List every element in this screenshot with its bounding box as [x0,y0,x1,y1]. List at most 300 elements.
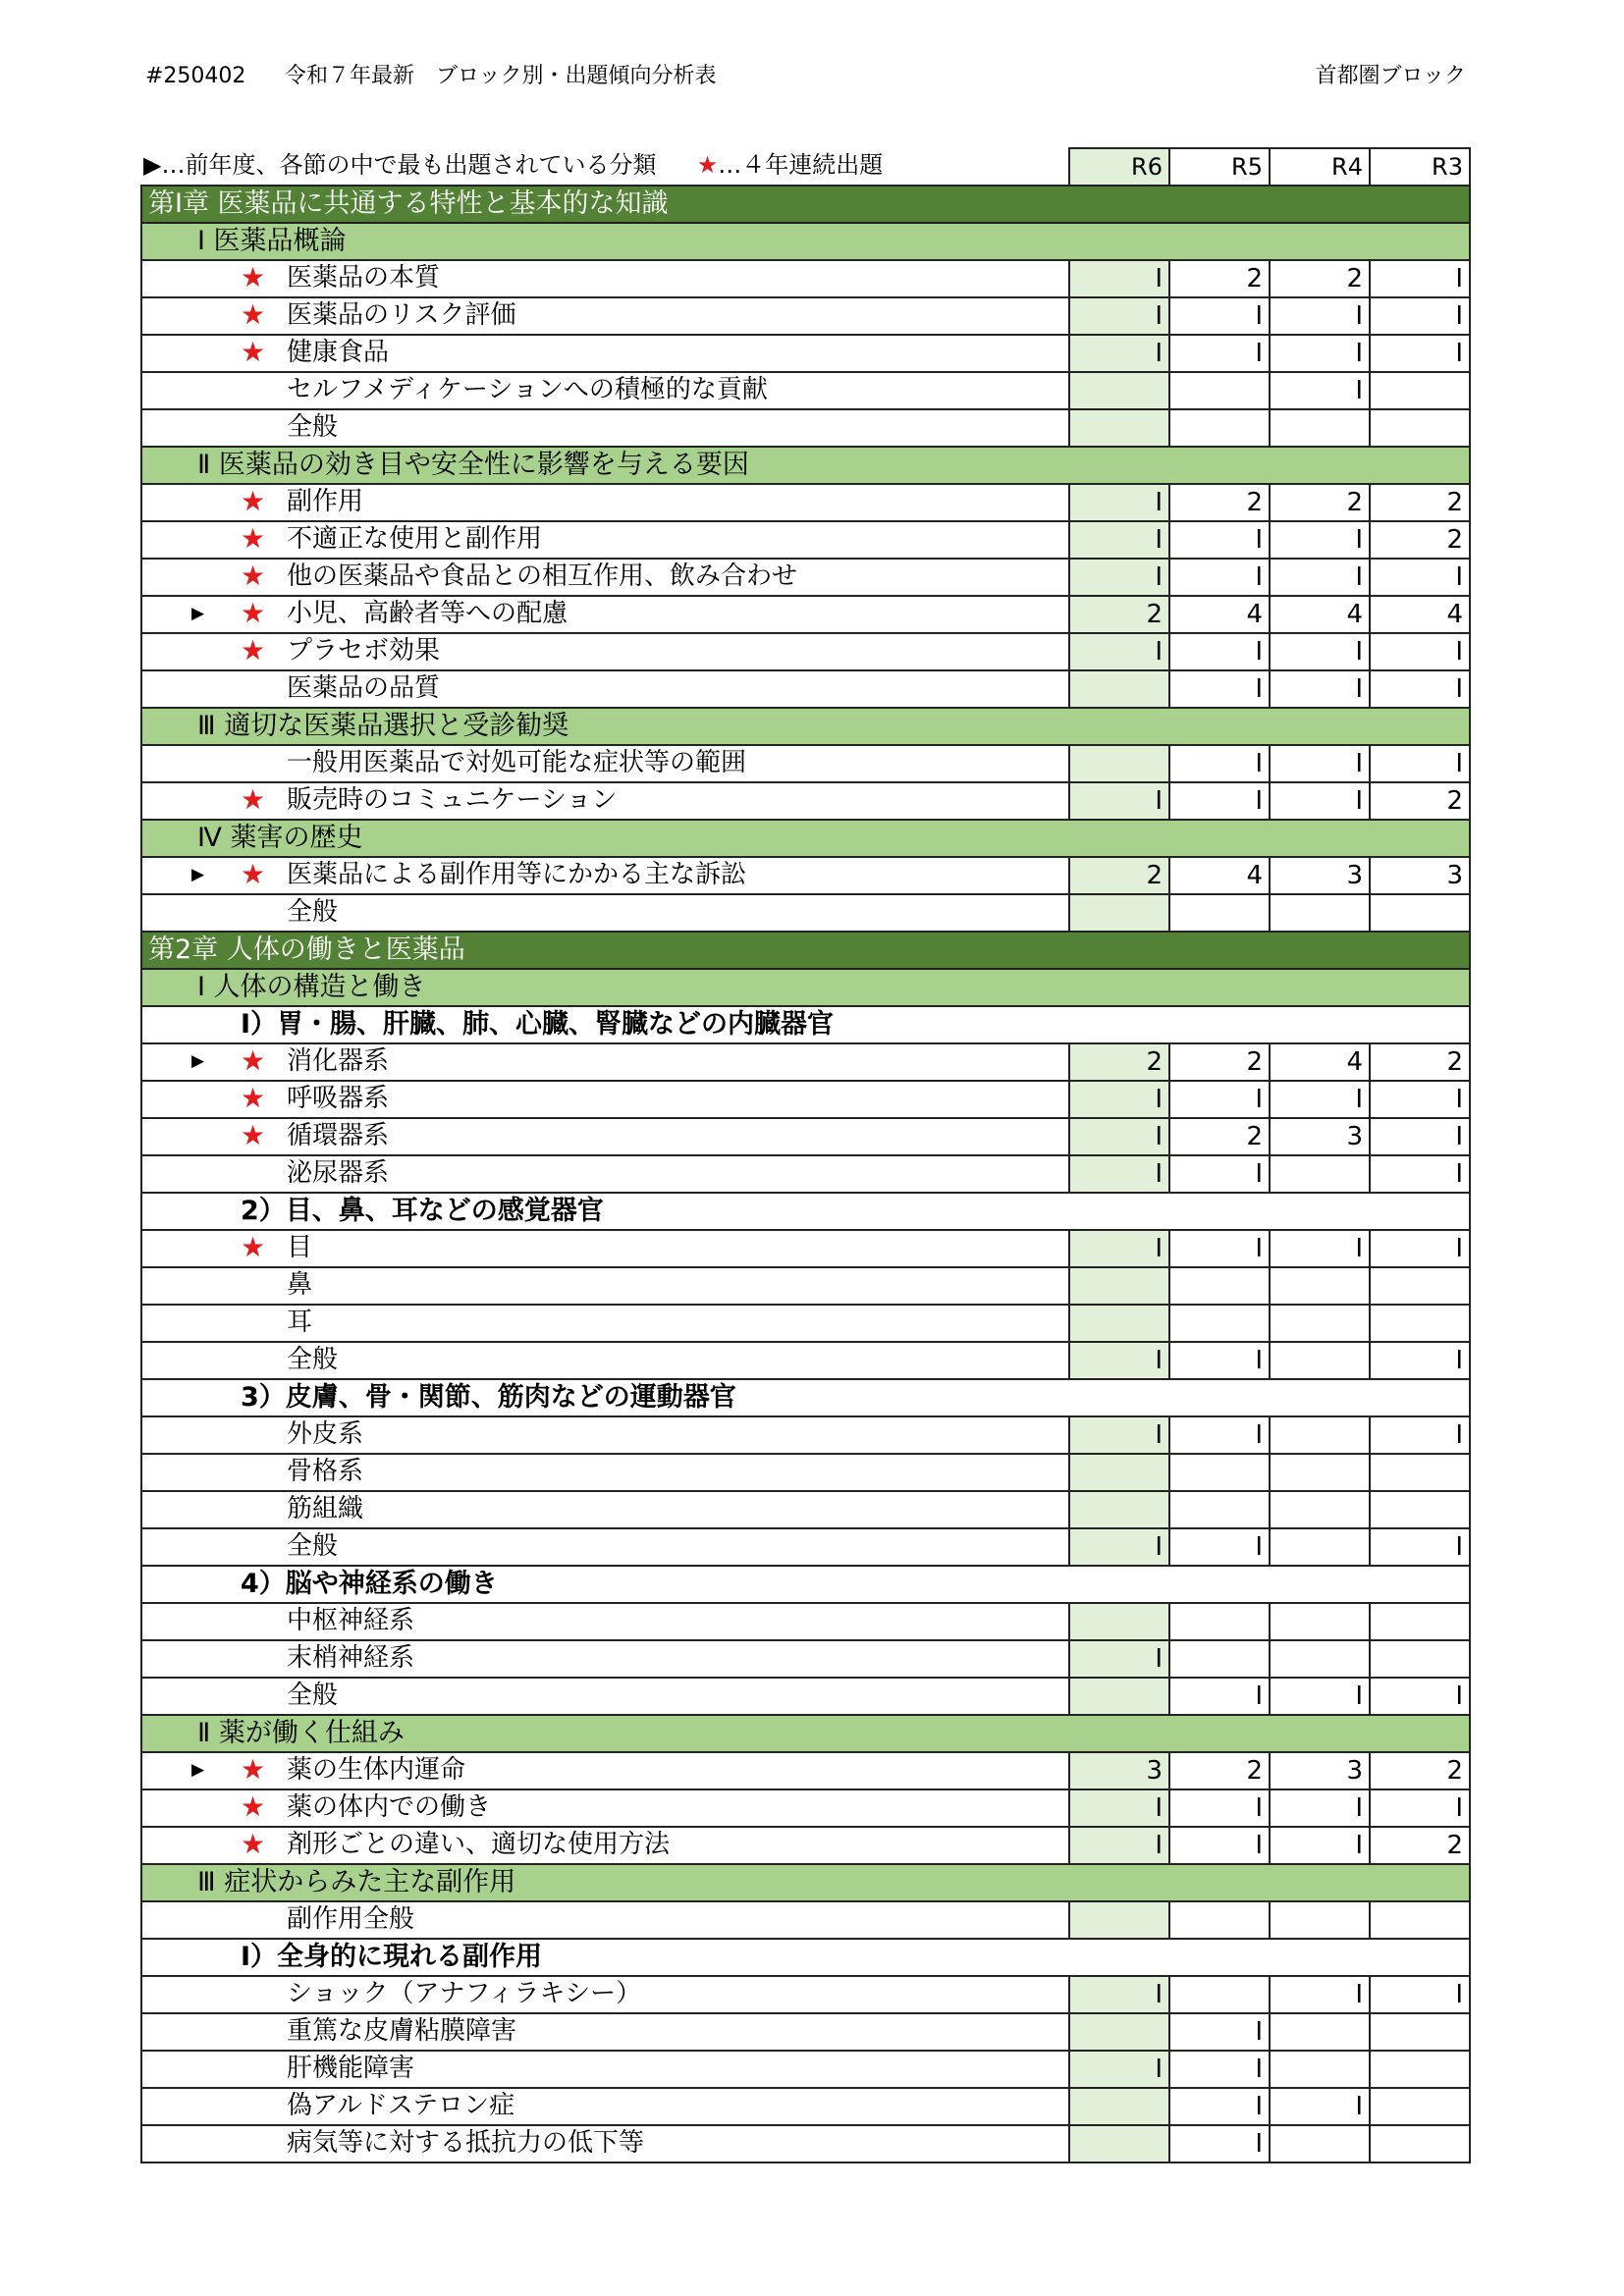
section-row [141,223,1470,260]
red-star-icon: ★ [241,298,266,331]
value-cell-r3: 3 [1370,857,1470,894]
document-title: 令和７年最新 ブロック別・出題傾向分析表 [285,64,717,88]
section-row [141,820,1470,857]
column-header-r4: R4 [1270,148,1370,186]
table-row [141,1678,1470,1715]
item-label-cell [141,745,1069,782]
table-row [141,1640,1470,1678]
item-label: 骨格系 [287,1457,364,1486]
value-cell-r4: 3 [1270,857,1370,894]
value-cell-r4: Ⅰ [1270,1230,1370,1267]
value-cell-r4: Ⅰ [1270,521,1370,559]
red-star-icon: ★ [241,858,266,890]
value-cell-r6: Ⅰ [1069,260,1169,297]
sub-title: 4）脳や神経系の働き [141,1566,1470,1603]
value-cell-r6 [1069,670,1169,708]
value-cell-r6: 3 [1069,1752,1169,1789]
value-cell-r6: Ⅰ [1069,782,1169,820]
value-cell-r3: Ⅰ [1370,745,1470,782]
value-cell-r5 [1169,1901,1270,1939]
analysis-table [140,147,1471,2163]
value-cell-r3: 2 [1370,1827,1470,1864]
table-row [141,2125,1470,2163]
value-cell-r3: Ⅰ [1370,335,1470,372]
value-cell-r5 [1169,1491,1270,1528]
item-label-cell [141,1491,1069,1528]
item-label-cell [141,484,1069,521]
value-cell-r6 [1069,2125,1169,2163]
value-cell-r3: Ⅰ [1370,1230,1470,1267]
value-cell-r4 [1270,1267,1370,1305]
value-cell-r3: 4 [1370,596,1470,633]
section-row [141,447,1470,484]
value-cell-r4: 3 [1270,1752,1370,1789]
value-cell-r6: 2 [1069,857,1169,894]
value-cell-r6: Ⅰ [1069,1230,1169,1267]
item-label-cell [141,1789,1069,1827]
value-cell-r3 [1370,2125,1470,2163]
item-label: 肝機能障害 [287,2054,415,2083]
item-label: ショック（アナフィラキシー） [287,1979,642,2008]
section-row [141,969,1470,1006]
table-row [141,1043,1470,1081]
value-cell-r3: Ⅰ [1370,1789,1470,1827]
value-cell-r4 [1270,1901,1370,1939]
value-cell-r4 [1270,2013,1370,2051]
item-label-cell [141,1342,1069,1379]
value-cell-r3: 2 [1370,1752,1470,1789]
item-label: 薬の体内での働き [287,1792,492,1822]
value-cell-r4: 4 [1270,1043,1370,1081]
legend-star-icon: ★ [696,151,719,179]
item-label: 他の医薬品や食品との相互作用、飲み合わせ [287,561,798,591]
table-row [141,2051,1470,2088]
value-cell-r6 [1069,1305,1169,1342]
value-cell-r6 [1069,1267,1169,1305]
item-label: 全般 [287,1531,339,1561]
value-cell-r3 [1370,409,1470,447]
item-label-cell [141,1043,1069,1081]
document-code: #250402 [145,64,246,88]
table-row [141,372,1470,409]
value-cell-r6 [1069,894,1169,932]
item-label-cell [141,633,1069,670]
value-cell-r3: Ⅰ [1370,633,1470,670]
column-header-r3: R3 [1370,148,1470,186]
item-label-cell [141,2125,1069,2163]
value-cell-r6 [1069,1454,1169,1491]
item-label: 剤形ごとの違い、適切な使用方法 [287,1830,671,1859]
value-cell-r6 [1069,2013,1169,2051]
value-cell-r4 [1270,2051,1370,2088]
sub-title: 3）皮膚、骨・関節、筋肉などの運動器官 [141,1379,1470,1416]
value-cell-r4: Ⅰ [1270,1678,1370,1715]
value-cell-r5 [1169,409,1270,447]
value-cell-r4 [1270,1342,1370,1379]
value-cell-r3 [1370,1603,1470,1640]
item-label-cell [141,1155,1069,1193]
value-cell-r5: Ⅰ [1169,559,1270,596]
red-star-icon: ★ [241,485,266,517]
item-label-cell [141,782,1069,820]
item-label-cell [141,297,1069,335]
value-cell-r3 [1370,2051,1470,2088]
item-label-cell [141,2088,1069,2125]
value-cell-r6: Ⅰ [1069,335,1169,372]
item-label: 薬の生体内運命 [287,1755,466,1785]
value-cell-r5: 2 [1169,1752,1270,1789]
red-star-icon: ★ [241,1790,266,1823]
value-cell-r4: Ⅰ [1270,2088,1370,2125]
table-row [141,1267,1470,1305]
section-title: Ⅲ 適切な医薬品選択と受診勧奨 [141,708,1470,745]
value-cell-r3: Ⅰ [1370,1342,1470,1379]
value-cell-r4 [1270,1640,1370,1678]
item-label: 呼吸器系 [287,1084,390,1113]
red-star-icon: ★ [241,1753,266,1786]
triangle-marker-icon: ▶ [191,604,205,623]
sub-title: 2）目、鼻、耳などの感覚器官 [141,1193,1470,1230]
value-cell-r5: Ⅰ [1169,1528,1270,1566]
table-row [141,633,1470,670]
table-row [141,894,1470,932]
item-label: 筋組織 [287,1494,364,1523]
item-label-cell [141,1230,1069,1267]
item-label: 一般用医薬品で対処可能な症状等の範囲 [287,748,747,777]
table-row [141,857,1470,894]
red-star-icon: ★ [241,783,266,816]
value-cell-r3: Ⅰ [1370,559,1470,596]
value-cell-r4: 3 [1270,1118,1370,1155]
value-cell-r6: Ⅰ [1069,1528,1169,1566]
item-label: プラセボ効果 [287,636,441,666]
item-label: 泌尿器系 [287,1158,390,1188]
section-title: Ⅰ 医薬品概論 [141,223,1470,260]
value-cell-r3: 2 [1370,782,1470,820]
value-cell-r3: 2 [1370,484,1470,521]
value-cell-r5: Ⅰ [1169,745,1270,782]
value-cell-r4 [1270,1528,1370,1566]
value-cell-r3: Ⅰ [1370,1528,1470,1566]
table-row [141,1752,1470,1789]
value-cell-r3: Ⅰ [1370,1416,1470,1454]
item-label: 不適正な使用と副作用 [287,524,543,554]
item-label-cell [141,1976,1069,2013]
red-star-icon: ★ [241,261,266,294]
table-row [141,297,1470,335]
triangle-marker-icon: ▶ [191,865,205,884]
item-label-cell [141,1416,1069,1454]
value-cell-r5: Ⅰ [1169,521,1270,559]
item-label-cell [141,335,1069,372]
value-cell-r3: Ⅰ [1370,297,1470,335]
item-label: 病気等に対する抵抗力の低下等 [287,2128,645,2158]
value-cell-r5 [1169,1976,1270,2013]
value-cell-r4: 4 [1270,596,1370,633]
item-label: 全般 [287,1345,339,1374]
value-cell-r5: 2 [1169,484,1270,521]
red-star-icon: ★ [241,1828,266,1860]
table-row [141,745,1470,782]
value-cell-r5: Ⅰ [1169,1230,1270,1267]
item-label-cell [141,894,1069,932]
table-row [141,1976,1470,2013]
item-label: 販売時のコミュニケーション [287,785,618,815]
item-label: 循環器系 [287,1121,390,1150]
value-cell-r6: 2 [1069,1043,1169,1081]
item-label-cell [141,670,1069,708]
table-row [141,484,1470,521]
table-row [141,1305,1470,1342]
item-label-cell [141,1901,1069,1939]
red-star-icon: ★ [241,522,266,555]
section-row [141,1864,1470,1901]
value-cell-r4: 2 [1270,260,1370,297]
item-label: 偽アルドステロン症 [287,2091,515,2120]
item-label-cell [141,559,1069,596]
value-cell-r3 [1370,894,1470,932]
table-row [141,521,1470,559]
value-cell-r4: Ⅰ [1270,1081,1370,1118]
value-cell-r5: Ⅰ [1169,1416,1270,1454]
value-cell-r6: Ⅰ [1069,484,1169,521]
value-cell-r4 [1270,894,1370,932]
chapter-title: 第2章 人体の働きと医薬品 [141,932,1470,969]
table-row [141,2013,1470,2051]
table-row [141,1528,1470,1566]
value-cell-r4 [1270,1305,1370,1342]
table-row [141,1155,1470,1193]
value-cell-r5: Ⅰ [1169,2125,1270,2163]
value-cell-r6 [1069,1678,1169,1715]
page-header [145,57,1466,96]
table-row [141,1416,1470,1454]
value-cell-r5 [1169,1305,1270,1342]
value-cell-r3 [1370,372,1470,409]
value-cell-r3 [1370,2088,1470,2125]
table-row [141,260,1470,297]
value-cell-r5: Ⅰ [1169,297,1270,335]
value-cell-r4: 2 [1270,484,1370,521]
table-row [141,1230,1470,1267]
table-row [141,409,1470,447]
value-cell-r3 [1370,1305,1470,1342]
value-cell-r3: 2 [1370,521,1470,559]
legend-star-text: …４年連続出題 [718,151,884,179]
item-label: 耳 [287,1308,313,1337]
value-cell-r6: Ⅰ [1069,521,1169,559]
value-cell-r3: Ⅰ [1370,670,1470,708]
value-cell-r5 [1169,372,1270,409]
section-title: Ⅳ 薬害の歴史 [141,820,1470,857]
value-cell-r6: Ⅰ [1069,1342,1169,1379]
value-cell-r5: 2 [1169,1118,1270,1155]
value-cell-r3: Ⅰ [1370,1081,1470,1118]
triangle-marker-icon: ▶ [191,1760,205,1780]
table-row [141,2088,1470,2125]
item-label: 小児、高齢者等への配慮 [287,599,568,628]
item-label-cell [141,1305,1069,1342]
value-cell-r4: Ⅰ [1270,782,1370,820]
value-cell-r4: Ⅰ [1270,297,1370,335]
value-cell-r4: Ⅰ [1270,335,1370,372]
item-label: 全般 [287,1681,339,1710]
value-cell-r4 [1270,1416,1370,1454]
item-label: 医薬品の本質 [287,263,441,293]
section-title: Ⅱ 医薬品の効き目や安全性に影響を与える要因 [141,447,1470,484]
item-label-cell [141,1603,1069,1640]
table-row [141,1491,1470,1528]
block-name: 首都圏ブロック [1315,64,1466,88]
item-label-cell [141,1081,1069,1118]
table-row [141,782,1470,820]
value-cell-r4: Ⅰ [1270,1976,1370,2013]
value-cell-r4 [1270,2125,1370,2163]
sub-row [141,1379,1470,1416]
value-cell-r5 [1169,1267,1270,1305]
red-star-icon: ★ [241,1044,266,1077]
value-cell-r5: 4 [1169,857,1270,894]
value-cell-r5: Ⅰ [1169,2088,1270,2125]
value-cell-r6: Ⅰ [1069,1081,1169,1118]
value-cell-r5: Ⅰ [1169,782,1270,820]
legend-cell [141,148,1069,186]
item-label: 全般 [287,897,339,927]
value-cell-r5 [1169,1603,1270,1640]
value-cell-r5: Ⅰ [1169,633,1270,670]
table-row [141,1901,1470,1939]
red-star-icon: ★ [241,597,266,629]
value-cell-r3 [1370,1901,1470,1939]
item-label: 医薬品の品質 [287,673,441,703]
value-cell-r5: Ⅰ [1169,1789,1270,1827]
column-header-r6: R6 [1069,148,1169,186]
sub-title: Ⅰ）胃・腸、肝臓、肺、心臓、腎臓などの内臓器官 [141,1006,1470,1043]
value-cell-r6: Ⅰ [1069,1118,1169,1155]
sub-row [141,1939,1470,1976]
item-label: 副作用全般 [287,1904,415,1934]
item-label: 消化器系 [287,1046,390,1076]
item-label: 外皮系 [287,1419,364,1449]
value-cell-r3 [1370,2013,1470,2051]
value-cell-r4 [1270,1603,1370,1640]
value-cell-r6: Ⅰ [1069,1827,1169,1864]
value-cell-r5: Ⅰ [1169,335,1270,372]
item-label: セルフメディケーションへの積極的な貢献 [287,375,768,404]
value-cell-r6: 2 [1069,596,1169,633]
sub-row [141,1006,1470,1043]
value-cell-r5: Ⅰ [1169,1678,1270,1715]
item-label: 医薬品のリスク評価 [287,300,516,330]
value-cell-r4 [1270,1454,1370,1491]
item-label-cell [141,1752,1069,1789]
item-label-cell [141,372,1069,409]
table-row [141,1454,1470,1491]
item-label: 目 [287,1233,313,1262]
chapter-row [141,932,1470,969]
value-cell-r5: Ⅰ [1169,1155,1270,1193]
item-label: 全般 [287,412,339,442]
value-cell-r6: Ⅰ [1069,633,1169,670]
table-row [141,1118,1470,1155]
table-row [141,1342,1470,1379]
value-cell-r3 [1370,1640,1470,1678]
value-cell-r4: Ⅰ [1270,1827,1370,1864]
item-label: 副作用 [287,487,364,516]
value-cell-r3: Ⅰ [1370,1118,1470,1155]
item-label: 末梢神経系 [287,1643,415,1673]
value-cell-r3: Ⅰ [1370,1678,1470,1715]
value-cell-r5: Ⅰ [1169,1827,1270,1864]
table-row [141,1827,1470,1864]
value-cell-r5: 2 [1169,1043,1270,1081]
value-cell-r4: Ⅰ [1270,670,1370,708]
value-cell-r6: Ⅰ [1069,1155,1169,1193]
table-row [141,559,1470,596]
value-cell-r3 [1370,1267,1470,1305]
sub-row [141,1566,1470,1603]
value-cell-r5: Ⅰ [1169,1081,1270,1118]
item-label: 鼻 [287,1270,313,1300]
sub-row [141,1193,1470,1230]
table-row [141,1081,1470,1118]
value-cell-r5 [1169,1454,1270,1491]
value-cell-r6 [1069,1491,1169,1528]
item-label: 重篤な皮膚粘膜障害 [287,2016,517,2046]
table-row [141,670,1470,708]
red-star-icon: ★ [241,336,266,368]
value-cell-r6: Ⅰ [1069,1640,1169,1678]
value-cell-r6 [1069,372,1169,409]
table-row [141,335,1470,372]
value-cell-r5: Ⅰ [1169,1342,1270,1379]
value-cell-r5 [1169,894,1270,932]
value-cell-r5: Ⅰ [1169,2051,1270,2088]
value-cell-r6: Ⅰ [1069,559,1169,596]
item-label-cell [141,1118,1069,1155]
value-cell-r4 [1270,409,1370,447]
value-cell-r5 [1169,1640,1270,1678]
value-cell-r3: Ⅰ [1370,1976,1470,2013]
value-cell-r6: Ⅰ [1069,1789,1169,1827]
column-header-r5: R5 [1169,148,1270,186]
item-label-cell [141,1640,1069,1678]
value-cell-r5: Ⅰ [1169,670,1270,708]
legend-marker-text: ▶…前年度、各節の中で最も出題されている分類 [143,151,657,179]
value-cell-r3: 2 [1370,1043,1470,1081]
value-cell-r6: Ⅰ [1069,1416,1169,1454]
value-cell-r5: 2 [1169,260,1270,297]
value-cell-r5: Ⅰ [1169,2013,1270,2051]
chapter-title: 第Ⅰ章 医薬品に共通する特性と基本的な知識 [141,186,1470,223]
item-label-cell [141,521,1069,559]
value-cell-r4 [1270,1491,1370,1528]
red-star-icon: ★ [241,560,266,592]
item-label-cell [141,1678,1069,1715]
item-label-cell [141,857,1069,894]
section-row [141,1715,1470,1752]
item-label-cell [141,1267,1069,1305]
value-cell-r3: Ⅰ [1370,1155,1470,1193]
section-title: Ⅰ 人体の構造と働き [141,969,1470,1006]
item-label-cell [141,2051,1069,2088]
table-header-row [141,148,1470,186]
value-cell-r4: Ⅰ [1270,633,1370,670]
value-cell-r6 [1069,745,1169,782]
value-cell-r4: Ⅰ [1270,372,1370,409]
value-cell-r3 [1370,1454,1470,1491]
item-label: 医薬品による副作用等にかかる主な訴訟 [287,860,747,889]
